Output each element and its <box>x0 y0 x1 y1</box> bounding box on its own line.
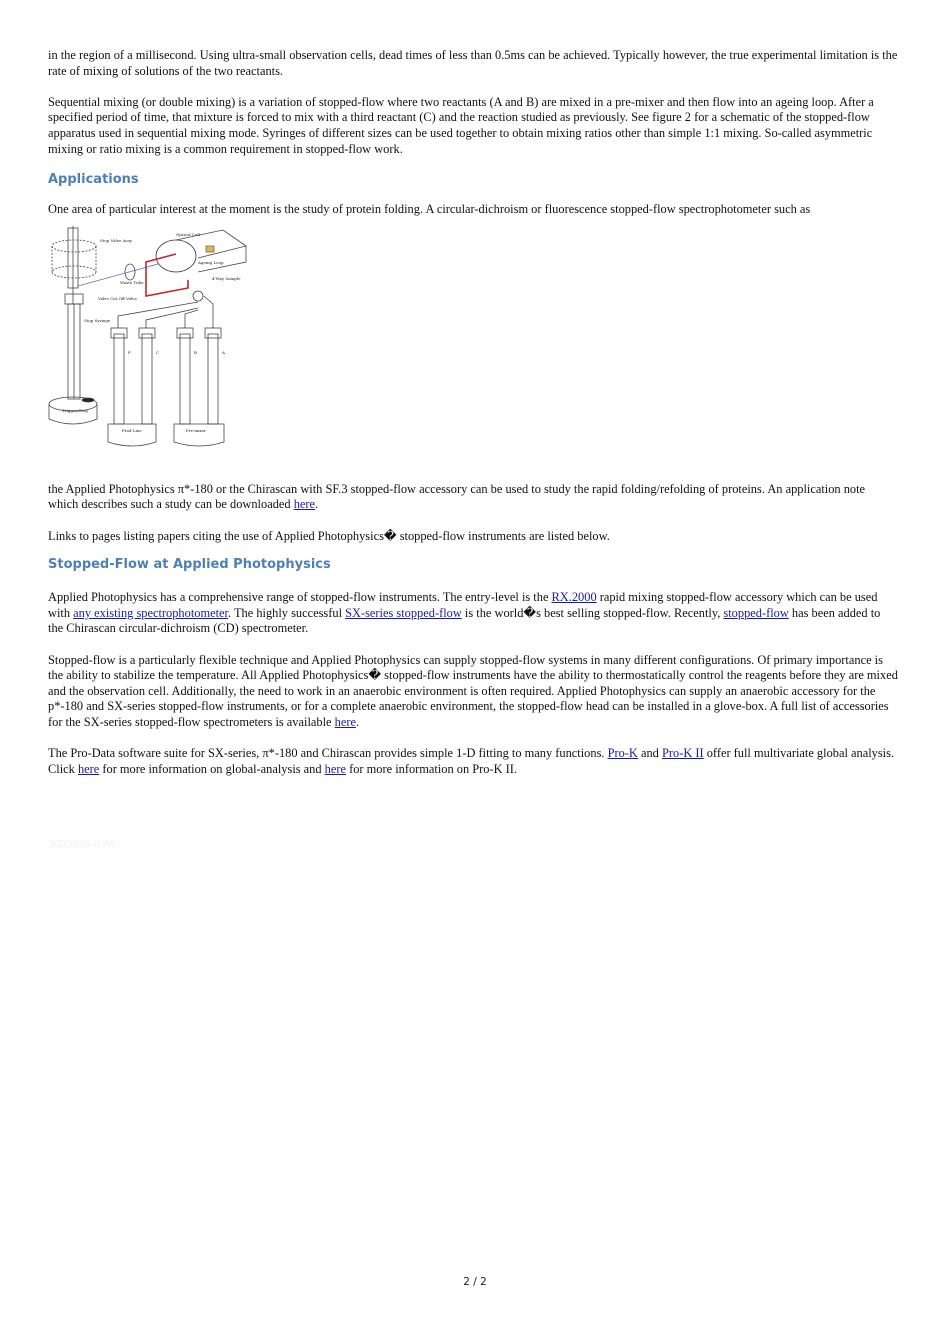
paragraph-flexible-technique: Stopped-flow is a particularly flexible technique and Applied Photophysics can supply stopped-flow systems in many different configurations. Of primary importance is the ability to stabilize the temperature. All Applied Photophysics� stopped-flow instruments have the ability to thermostatically control the reagents before they are mixed and the observation cell. Additionally, the need to work in an anaerobic environment is often required. Applied Photophysics can supply an anaerobic accessory for the p*-180 and SX-series stopped-flow instruments, or for a complete anaerobic environment, the stopped-flow head can be installed in a glove-box. A full list of accessories for the SX-series stopped-flow spectrometers is available here. <box>48 652 898 729</box>
label-ageing-loop: Ageing Loop <box>198 259 224 265</box>
any-existing-spectrophotometer-link[interactable]: any existing spectrophotometer <box>73 605 228 620</box>
global-analysis-here-link[interactable]: here <box>77 761 100 776</box>
pro-k-ii-link[interactable]: Pro-K II <box>661 746 704 761</box>
label-trigger-stop: Trigger/Stop <box>62 407 88 413</box>
paragraph-protein-folding: One area of particular interest at the moment is the study of protein folding. A circular-dichroism or fluorescence stopped-flow spectrophotometer such as <box>48 202 811 217</box>
heading-applications: Applications <box>48 172 139 188</box>
document-page <box>48 48 898 777</box>
label-way-sample: 4-Way Sample <box>212 275 241 281</box>
pro-k-link[interactable]: Pro-K <box>607 746 638 761</box>
label-waste-tube: Waste Tube <box>120 279 144 285</box>
label-optical-cell: Optical Cell <box>176 231 200 237</box>
sx-series-stopped-flow-link[interactable]: SX-series stopped-flow <box>345 605 462 620</box>
faint-timestamp: 3/2/2020 0:46 <box>48 838 116 850</box>
paragraph-sequential-mixing: Sequential mixing (or double mixing) is a variation of stopped-flow where two reactants (A and B) are mixed in a pre-mixer and then flow into an ageing loop. After a specified period of time, that mixture is forced to mix with a third reactant (C) and the reaction studied as previously. See figure 2 for a schematic of the stopped-flow apparatus used in sequential mixing mode. Syringes of different sizes can be used together to obtain mixing ratios other than simple 1:1 mixing. So-called asymmetric mixing or ratio mixing is a common requirement in stopped-flow work. <box>48 94 874 156</box>
paragraph-pro-data-software: The Pro-Data software suite for SX-series, π*-180 and Chirascan provides simple 1-D fitting to many functions. Pro-K and Pro-K II offer full multivariate global analysis. Click here for more information on global-analysis and here for more information on Pro-K II. <box>48 746 895 776</box>
page-number: 2 / 2 <box>463 1276 487 1288</box>
label-prod-line: Prod Line <box>122 427 142 433</box>
stopped-flow-link[interactable]: stopped-flow <box>723 605 789 620</box>
paragraph-pi-180-chirascan: the Applied Photophysics π*-180 or the Chirascan with SF.3 stopped-flow accessory can be used to study the rapid folding/refolding of proteins. An application note which describes such a study can be downloaded here. <box>48 481 866 512</box>
stopped-flow-schematic-figure <box>48 224 248 454</box>
paragraph-mixing-dead-time: in the region of a millisecond. Using ultra-small observation cells, dead times of less than 0.5ms can be achieved. Typically however, the true experimental limitation is the rate of mixing of solutions of the two reactants. <box>48 48 898 78</box>
label-syringe-c: C <box>156 349 160 355</box>
label-stop-valve: Stop Valve Assy <box>100 237 132 243</box>
pro-k-ii-here-link[interactable]: here <box>324 761 346 776</box>
label-syringe-b: B <box>194 349 197 355</box>
accessories-here-link[interactable]: here <box>334 714 356 729</box>
application-note-link[interactable]: here <box>293 497 316 512</box>
label-pre-mixer: Pre-mixer <box>186 427 206 433</box>
label-valve-cut: Valve Cut Off Valve <box>98 295 137 301</box>
paragraph-links-to-papers: Links to pages listing papers citing the use of Applied Photophysics� stopped-flow instruments are listed below. <box>48 528 610 543</box>
label-stop-syringe: Stop Syringe <box>84 317 111 323</box>
rx2000-link[interactable]: RX.2000 <box>551 590 597 605</box>
label-syringe-a: A <box>222 349 225 355</box>
paragraph-stopped-flow-range: Applied Photophysics has a comprehensive range of stopped-flow instruments. The entry-level is the RX.2000 rapid mixing stopped-flow accessory which can be used with any existing spectrophotometer. The highly successful SX-series stopped-flow is the world�s best selling stopped-flow. Recently, stopped-flow has been added to the Chirascan circular-dichroism (CD) spectrometer. <box>48 590 881 636</box>
label-syringe-f: F <box>128 349 131 355</box>
schematic-drawing <box>48 224 248 454</box>
heading-stopped-flow-at-ap: Stopped-Flow at Applied Photophysics <box>48 557 331 573</box>
